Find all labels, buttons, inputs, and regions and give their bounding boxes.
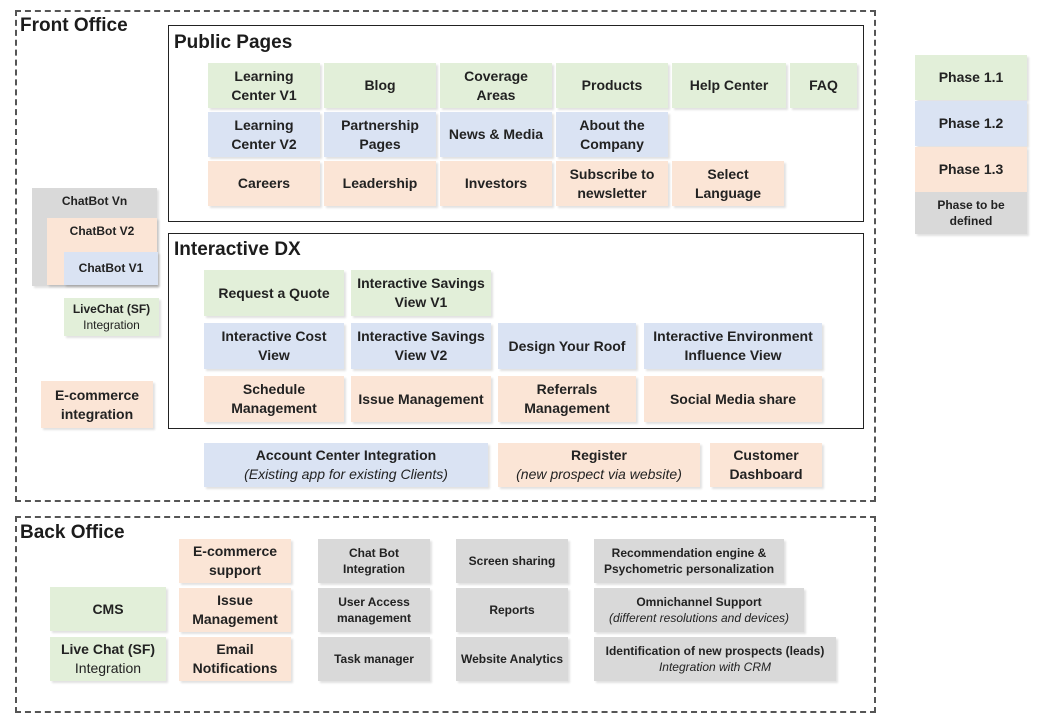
livechat-title: LiveChat (SF) bbox=[72, 301, 151, 316]
public-page-select-language: Select Language bbox=[672, 161, 784, 206]
legend-phase-1-3: Phase 1.3 bbox=[915, 147, 1027, 192]
dx-schedule-management: Schedule Management bbox=[204, 376, 344, 422]
bo-issue-management: Issue Management bbox=[179, 588, 291, 632]
legend-phase-1-1: Phase 1.1 bbox=[915, 55, 1027, 100]
ecommerce-integration: E-commerce integration bbox=[41, 381, 153, 428]
public-page-careers: Careers bbox=[208, 161, 320, 206]
legend-phase-1-2: Phase 1.2 bbox=[915, 101, 1027, 146]
recommendation-engine: Recommendation engine & Psychometric personalization bbox=[594, 539, 784, 583]
chatbot-v1: ChatBot V1 bbox=[64, 252, 158, 285]
dx-request-quote: Request a Quote bbox=[204, 270, 344, 316]
leads-title: Identification of new prospects (leads) bbox=[605, 643, 825, 658]
user-access-management: User Access management bbox=[318, 588, 430, 632]
public-page-learning-center-v2: Learning Center V2 bbox=[208, 112, 320, 157]
public-page-partnership-pages: Partnership Pages bbox=[324, 112, 436, 157]
chat-bot-integration: Chat Bot Integration bbox=[318, 539, 430, 583]
public-page-products: Products bbox=[556, 63, 668, 108]
live-chat-sf bbox=[50, 637, 166, 681]
omnichannel-title: Omnichannel Support bbox=[636, 594, 762, 609]
register-sub: (new prospect via website) bbox=[516, 466, 682, 482]
ecommerce-support: E-commerce support bbox=[179, 539, 291, 583]
back-office-title: Back Office bbox=[20, 522, 125, 543]
public-page-news-media: News & Media bbox=[440, 112, 552, 157]
public-page-coverage-areas: Coverage Areas bbox=[440, 63, 552, 108]
cms: CMS bbox=[50, 587, 166, 631]
public-page-about-company: About the Company bbox=[556, 112, 668, 157]
reports: Reports bbox=[456, 588, 568, 632]
task-manager: Task manager bbox=[318, 637, 430, 681]
website-analytics: Website Analytics bbox=[456, 637, 568, 681]
screen-sharing: Screen sharing bbox=[456, 539, 568, 583]
customer-dashboard: Customer Dashboard bbox=[710, 443, 822, 487]
public-page-investors: Investors bbox=[440, 161, 552, 206]
interactive-dx-title: Interactive DX bbox=[174, 239, 301, 260]
omnichannel-sub: (different resolutions and devices) bbox=[608, 611, 790, 625]
leads-sub: Integration with CRM bbox=[658, 660, 772, 674]
public-page-subscribe-newsletter: Subscribe to newsletter bbox=[556, 161, 668, 206]
register bbox=[498, 443, 700, 487]
public-page-learning-center-v1: Learning Center V1 bbox=[208, 63, 320, 108]
dx-design-roof: Design Your Roof bbox=[498, 323, 636, 369]
chatbot-v2: ChatBot V2 bbox=[47, 218, 157, 285]
front-office-title: Front Office bbox=[20, 15, 128, 36]
dx-social-media-share: Social Media share bbox=[644, 376, 822, 422]
public-pages-title: Public Pages bbox=[174, 32, 293, 53]
dx-issue-management: Issue Management bbox=[351, 376, 491, 422]
dx-savings-view-v2: Interactive Savings View V2 bbox=[351, 323, 491, 369]
chatbot-vn: ChatBot Vn bbox=[32, 188, 157, 286]
identification-new-prospects bbox=[594, 637, 836, 681]
omnichannel-support bbox=[594, 588, 804, 632]
live-chat-sf-title: Live Chat (SF) bbox=[60, 641, 156, 658]
dx-environment-view: Interactive Environment Influence View bbox=[644, 323, 822, 369]
live-chat-sf-sub: Integration bbox=[74, 660, 142, 676]
dx-referrals-management: Referrals Management bbox=[498, 376, 636, 422]
public-page-help-center: Help Center bbox=[672, 63, 786, 108]
dx-cost-view: Interactive Cost View bbox=[204, 323, 344, 369]
account-center-title: Account Center Integration bbox=[255, 447, 437, 464]
livechat-integration bbox=[64, 298, 159, 336]
legend-phase-tbd: Phase to be defined bbox=[915, 192, 1027, 234]
account-center-integration bbox=[204, 443, 488, 487]
public-page-blog: Blog bbox=[324, 63, 436, 108]
email-notifications: Email Notifications bbox=[179, 637, 291, 681]
livechat-sub: Integration bbox=[83, 318, 140, 332]
public-page-faq: FAQ bbox=[790, 63, 857, 108]
public-page-leadership: Leadership bbox=[324, 161, 436, 206]
account-center-sub: (Existing app for existing Clients) bbox=[244, 466, 448, 482]
dx-savings-view-v1: Interactive Savings View V1 bbox=[351, 270, 491, 316]
register-title: Register bbox=[570, 447, 628, 464]
